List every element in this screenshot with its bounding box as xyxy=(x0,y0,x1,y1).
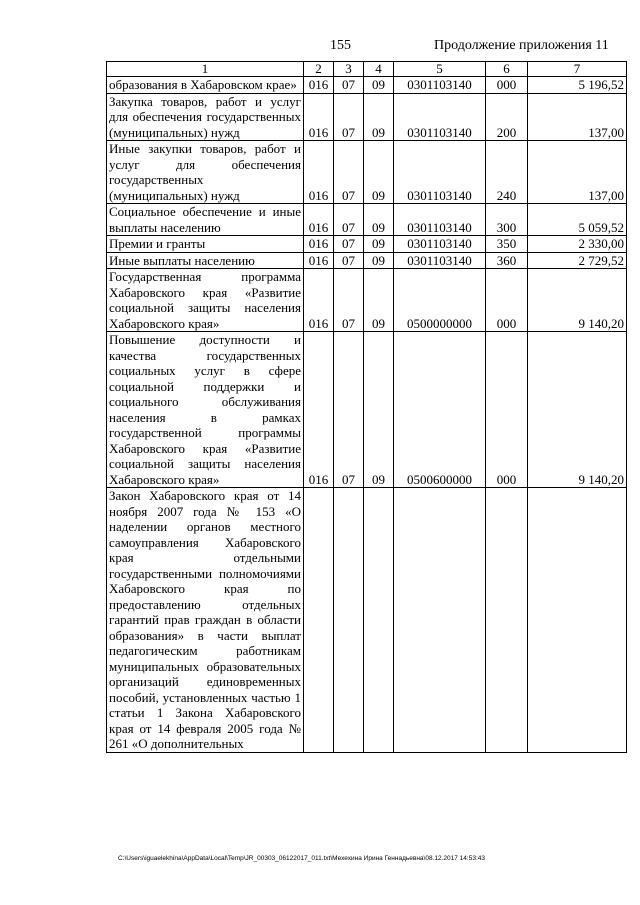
target-article-code: 0301103140 xyxy=(394,77,486,94)
table-row xyxy=(107,236,627,253)
expense-type-code: 000 xyxy=(486,77,528,94)
subsection-code: 09 xyxy=(364,252,394,269)
ministry-code: 016 xyxy=(304,204,334,236)
amount: 5 059,52 xyxy=(528,204,627,236)
column-header: 3 xyxy=(334,62,364,77)
table-header-row xyxy=(107,62,627,77)
ministry-code: 016 xyxy=(304,332,334,488)
expense-type-code: 300 xyxy=(486,204,528,236)
table-row xyxy=(107,332,627,488)
expense-type-code xyxy=(486,488,528,753)
ministry-code: 016 xyxy=(304,77,334,94)
table-row xyxy=(107,252,627,269)
table-row xyxy=(107,269,627,332)
subsection-code: 09 xyxy=(364,204,394,236)
column-header: 6 xyxy=(486,62,528,77)
amount: 137,00 xyxy=(528,93,627,141)
expense-type-code: 000 xyxy=(486,269,528,332)
amount: 9 140,20 xyxy=(528,332,627,488)
target-article-code xyxy=(394,488,486,753)
table-row xyxy=(107,141,627,204)
ministry-code: 016 xyxy=(304,269,334,332)
column-header: 1 xyxy=(107,62,304,77)
amount: 5 196,52 xyxy=(528,77,627,94)
target-article-code: 0500600000 xyxy=(394,332,486,488)
expense-type-code: 360 xyxy=(486,252,528,269)
row-name: Социальное обеспечение и иные выплаты населению xyxy=(107,204,304,236)
amount: 137,00 xyxy=(528,141,627,204)
ministry-code xyxy=(304,488,334,753)
column-header: 2 xyxy=(304,62,334,77)
ministry-code: 016 xyxy=(304,141,334,204)
ministry-code: 016 xyxy=(304,252,334,269)
target-article-code: 0301103140 xyxy=(394,236,486,253)
section-code: 07 xyxy=(334,269,364,332)
table-row xyxy=(107,93,627,141)
subsection-code: 09 xyxy=(364,93,394,141)
section-code: 07 xyxy=(334,204,364,236)
ministry-code: 016 xyxy=(304,93,334,141)
column-header: 4 xyxy=(364,62,394,77)
section-code: 07 xyxy=(334,252,364,269)
column-header: 7 xyxy=(528,62,627,77)
appendix-continuation-label: Продолжение приложения 11 xyxy=(434,38,609,53)
row-name: Повышение доступности и качества государственных социальных услуг в сфере социальной поддержки и социального обслуживания населения в рамках государственной программы Хабаровского края «Развитие социальной защиты населения Хабаровского края» xyxy=(107,332,304,488)
target-article-code: 0500000000 xyxy=(394,269,486,332)
expense-type-code: 240 xyxy=(486,141,528,204)
subsection-code: 09 xyxy=(364,332,394,488)
row-name: Государственная программа Хабаровского края «Развитие социальной защиты населения Хабаровского края» xyxy=(107,269,304,332)
subsection-code xyxy=(364,488,394,753)
target-article-code: 0301103140 xyxy=(394,252,486,269)
amount: 2 729,52 xyxy=(528,252,627,269)
column-header: 5 xyxy=(394,62,486,77)
row-name: Иные закупки товаров, работ и услуг для обеспечения государственных (муниципальных) нужд xyxy=(107,141,304,204)
file-path-footer: C:\Users\iguaelekhina\AppData\Local\Temp\JR_00303_06122017_011.txt\Мехехина Ирина Геннадьевна\08.12.2017 14:53:43 xyxy=(118,855,485,862)
subsection-code: 09 xyxy=(364,77,394,94)
section-code: 07 xyxy=(334,93,364,141)
table-row xyxy=(107,77,627,94)
subsection-code: 09 xyxy=(364,236,394,253)
table-row xyxy=(107,488,627,753)
amount: 2 330,00 xyxy=(528,236,627,253)
amount: 9 140,20 xyxy=(528,269,627,332)
row-name: Закон Хабаровского края от 14 ноября 2007 года № 153 «О наделении органов местного самоуправления Хабаровского края отдельными государственными полномочиями Хабаровского края по предоставлению отдельных гарантий прав граждан в области образования» в части выплат педагогическим работникам муниципальных образовательных организаций единовременных пособий, установленных частью 1 статьи 1 Закона Хабаровского края от 14 февраля 2005 года № 261 «О дополнительных xyxy=(107,488,304,753)
section-code xyxy=(334,488,364,753)
section-code: 07 xyxy=(334,141,364,204)
row-name: образования в Хабаровском крае» xyxy=(107,77,304,94)
row-name: Иные выплаты населению xyxy=(107,252,304,269)
budget-table xyxy=(106,61,627,753)
target-article-code: 0301103140 xyxy=(394,93,486,141)
section-code: 07 xyxy=(334,236,364,253)
expense-type-code: 000 xyxy=(486,332,528,488)
table-row xyxy=(107,204,627,236)
section-code: 07 xyxy=(334,77,364,94)
page-number: 155 xyxy=(330,38,351,53)
target-article-code: 0301103140 xyxy=(394,141,486,204)
expense-type-code: 200 xyxy=(486,93,528,141)
row-name: Премии и гранты xyxy=(107,236,304,253)
subsection-code: 09 xyxy=(364,141,394,204)
ministry-code: 016 xyxy=(304,236,334,253)
target-article-code: 0301103140 xyxy=(394,204,486,236)
subsection-code: 09 xyxy=(364,269,394,332)
row-name: Закупка товаров, работ и услуг для обеспечения государственных (муниципальных) нужд xyxy=(107,93,304,141)
amount xyxy=(528,488,627,753)
section-code: 07 xyxy=(334,332,364,488)
expense-type-code: 350 xyxy=(486,236,528,253)
